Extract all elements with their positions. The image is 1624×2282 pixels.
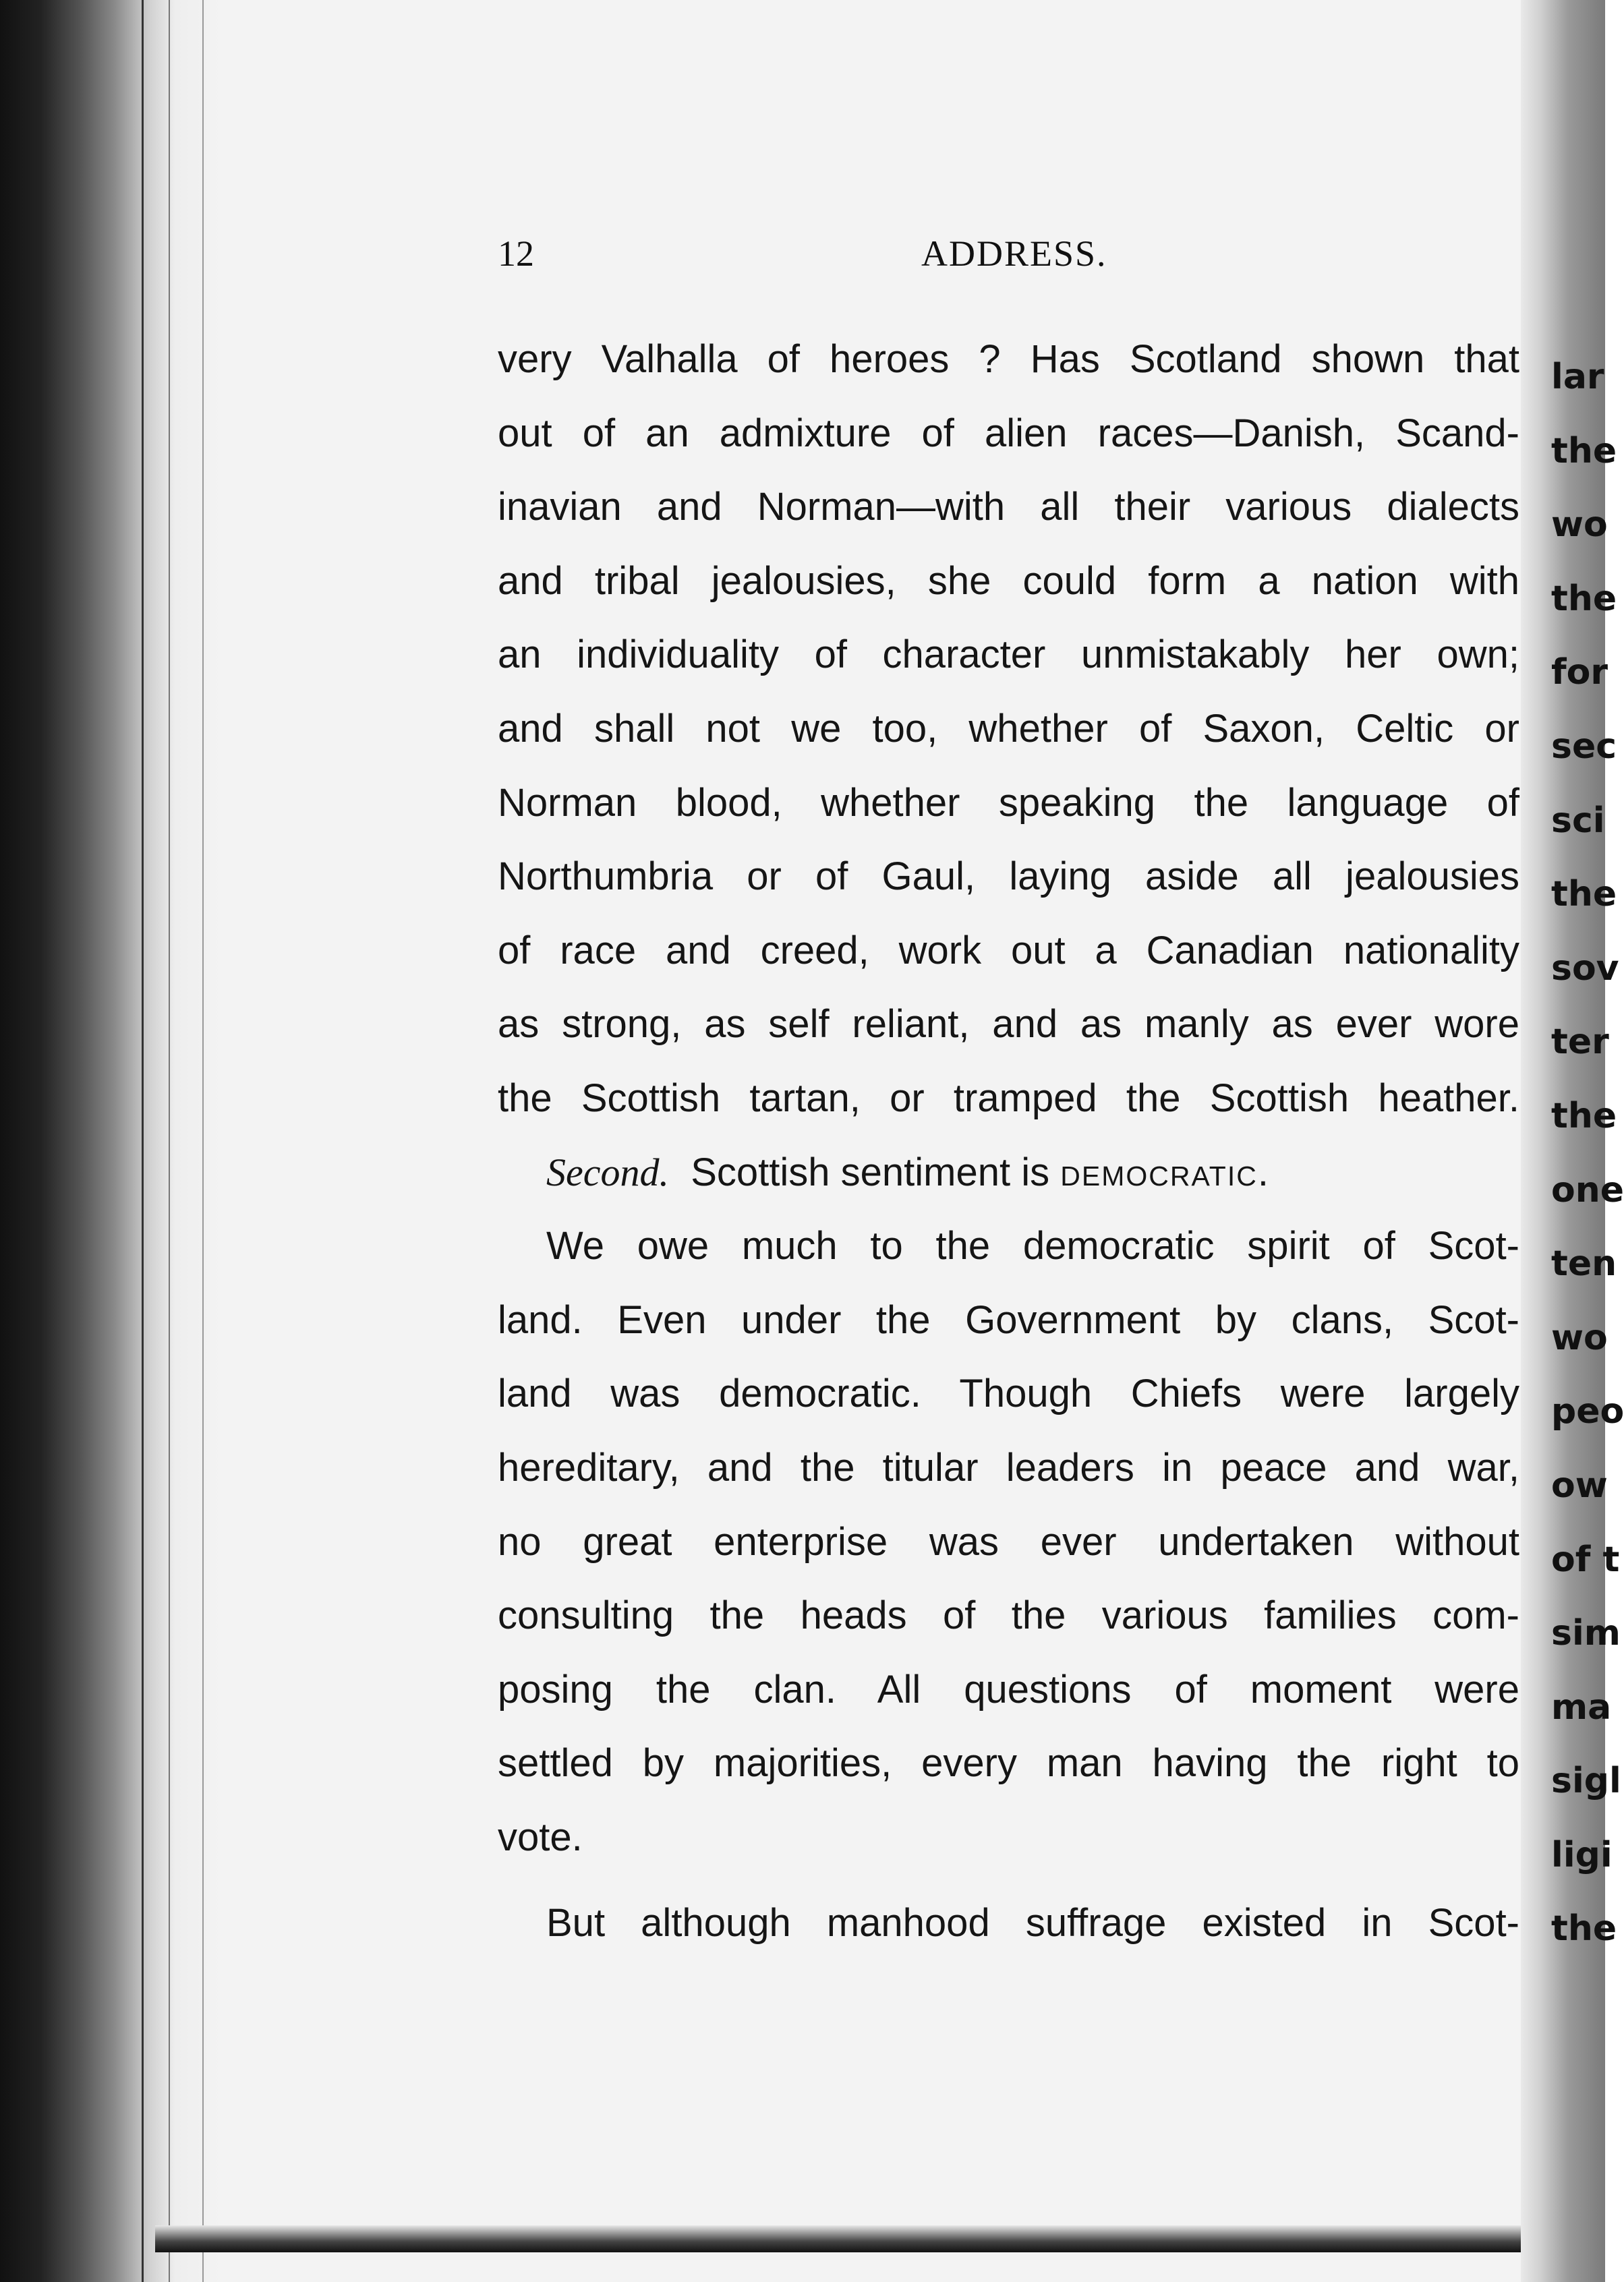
next-page-fragment: ligi xyxy=(1551,1834,1613,1875)
text-line: an individuality of character unmistakably her own; xyxy=(498,633,1519,677)
text-line: of race and creed, work out a Canadian nationality xyxy=(498,928,1519,972)
page-header xyxy=(498,233,1523,287)
text-line: land was democratic. Though Chiefs were largely xyxy=(498,1372,1519,1416)
text-line: inavian and Norman—with all their various dialects xyxy=(498,485,1519,529)
next-page-fragment: sci xyxy=(1551,800,1605,841)
text-line: as strong, as self reliant, and as manly as ever wore xyxy=(498,1002,1519,1047)
next-page-fragment: the xyxy=(1551,578,1617,619)
text-line: Norman blood, whether speaking the language of xyxy=(498,780,1519,825)
binding-line xyxy=(202,0,204,2282)
binding-line xyxy=(142,0,144,2282)
next-page-fragment: the xyxy=(1551,1908,1617,1950)
next-page-fragment: the xyxy=(1551,1095,1617,1136)
next-page-fragment: sov xyxy=(1551,947,1619,989)
text-line: We owe much to the democratic spirit of Scot- xyxy=(546,1224,1519,1268)
text-line: and tribal jealousies, she could form a nation with xyxy=(498,558,1519,603)
scan-binding-shadow xyxy=(0,0,229,2282)
text-line: consulting the heads of the various families com- xyxy=(498,1593,1519,1638)
text-line: the Scottish tartan, or tramped the Scottish heather. xyxy=(498,1076,1519,1120)
section-label: Second. xyxy=(546,1150,669,1194)
next-page-text-fragments xyxy=(1551,341,1624,1966)
body-text xyxy=(498,322,1519,1960)
binding-line xyxy=(169,0,170,2282)
next-page-fragment: wo xyxy=(1551,504,1608,546)
next-page-fragment: one xyxy=(1551,1169,1624,1210)
next-page-fragment: peo xyxy=(1551,1391,1624,1432)
section-emphasis: democratic. xyxy=(1060,1150,1270,1194)
text-line: But although manhood suffrage existed in Scot- xyxy=(546,1901,1519,1945)
text-line: vote. xyxy=(498,1815,583,1859)
next-page-fragment: wo xyxy=(1551,1317,1608,1358)
text-line: very Valhalla of heroes ? Has Scotland shown that xyxy=(498,337,1519,381)
next-page-fragment: ma xyxy=(1551,1687,1612,1728)
text-line: land. Even under the Government by clans, Scot- xyxy=(498,1297,1519,1342)
next-page-fragment: ow xyxy=(1551,1465,1608,1506)
next-page-fragment: ter xyxy=(1551,1022,1609,1063)
next-page-fragment: lar xyxy=(1551,357,1604,397)
next-page-fragment: ten xyxy=(1551,1244,1617,1285)
next-page-fragment: sec xyxy=(1551,726,1617,767)
text-line: settled by majorities, every man having the right to xyxy=(498,1741,1519,1786)
section-text: Scottish sentiment is xyxy=(691,1150,1050,1194)
text-line: hereditary, and the titular leaders in peace and war, xyxy=(498,1445,1519,1490)
page-number: 12 xyxy=(498,233,534,274)
page-bottom-edge xyxy=(155,2225,1524,2252)
running-head: ADDRESS. xyxy=(921,233,1107,274)
text-line: out of an admixture of alien races—Danish, Scand- xyxy=(498,411,1519,455)
next-page-fragment: sigl xyxy=(1551,1761,1621,1802)
text-line: and shall not we too, whether of Saxon, Celtic or xyxy=(498,706,1519,751)
section-heading xyxy=(498,1136,1519,1210)
next-page-fragment: the xyxy=(1551,430,1617,471)
next-page-fragment: for xyxy=(1551,652,1608,693)
next-page-fragment: sim xyxy=(1551,1613,1621,1654)
text-line: no great enterprise was ever undertaken without xyxy=(498,1519,1519,1564)
text-line: Northumbria or of Gaul, laying aside all jealousies xyxy=(498,854,1519,899)
text-line: posing the clan. All questions of moment were xyxy=(498,1667,1519,1712)
next-page-fragment: of t xyxy=(1551,1539,1620,1580)
next-page-fragment: the xyxy=(1551,874,1617,915)
